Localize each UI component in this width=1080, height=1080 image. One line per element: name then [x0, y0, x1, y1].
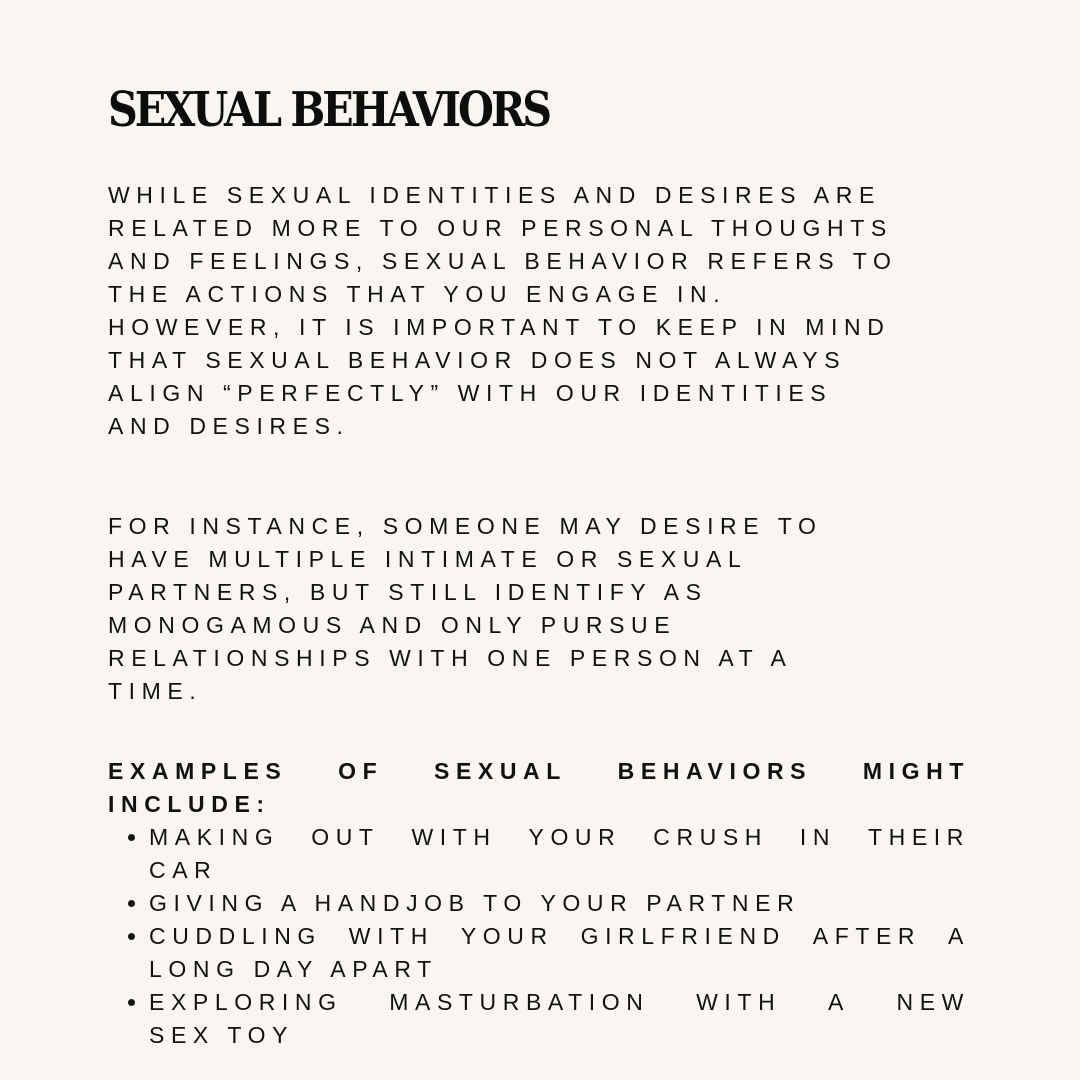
item-line — [149, 986, 970, 1019]
examples-heading-end: INCLUDE: — [108, 791, 271, 817]
item-line — [149, 920, 970, 953]
item-word: YOUR — [528, 824, 622, 850]
item-word: WITH — [411, 824, 497, 850]
text-line: AND DESIRES. — [108, 413, 350, 439]
text-line: ALIGN “PERFECTLY” WITH OUR IDENTITIES — [108, 380, 833, 406]
item-word: YOUR — [460, 923, 554, 949]
item-word: IN — [799, 824, 837, 850]
item-word: EXPLORING — [149, 989, 343, 1015]
item-word: AFTER — [812, 923, 922, 949]
item-line: CAR — [149, 857, 218, 883]
item-word: CUDDLING — [149, 923, 322, 949]
instance-paragraph — [108, 510, 823, 708]
item-line: LONG DAY APART — [149, 956, 438, 982]
item-line — [149, 821, 970, 854]
list-item — [108, 821, 970, 887]
text-line: RELATIONSHIPS WITH ONE PERSON AT A — [108, 645, 793, 671]
item-word: GIRLFRIEND — [580, 923, 786, 949]
item-word: WITH — [348, 923, 434, 949]
item-word: A — [948, 923, 970, 949]
page-title: SEXUAL BEHAVIORS — [108, 82, 550, 138]
item-word: CRUSH — [653, 824, 769, 850]
item-line: SEX TOY — [149, 1022, 295, 1048]
examples-section — [108, 755, 970, 1052]
heading-word: BEHAVIORS — [617, 758, 813, 784]
item-word: NEW — [896, 989, 970, 1015]
heading-word: OF — [338, 758, 384, 784]
text-line: RELATED MORE TO OUR PERSONAL THOUGHTS — [108, 215, 893, 241]
text-line: MONOGAMOUS AND ONLY PURSUE — [108, 612, 677, 638]
heading-word: EXAMPLES — [108, 758, 288, 784]
examples-list — [108, 821, 970, 1052]
item-word: WITH — [696, 989, 782, 1015]
examples-heading — [108, 755, 970, 788]
heading-word: MIGHT — [862, 758, 970, 784]
text-line: FOR INSTANCE, SOMEONE MAY DESIRE TO — [108, 513, 823, 539]
list-item — [108, 986, 970, 1052]
intro-paragraph — [108, 179, 898, 443]
text-line: PARTNERS, BUT STILL IDENTIFY AS — [108, 579, 708, 605]
item-word: A — [827, 989, 850, 1015]
item-word: MAKING — [149, 824, 280, 850]
item-word: THEIR — [867, 824, 970, 850]
list-item — [108, 920, 970, 986]
item-word: MASTURBATION — [389, 989, 650, 1015]
list-item — [108, 887, 970, 920]
text-line: THAT SEXUAL BEHAVIOR DOES NOT ALWAYS — [108, 347, 847, 373]
text-line: HAVE MULTIPLE INTIMATE OR SEXUAL — [108, 546, 748, 572]
text-line: AND FEELINGS, SEXUAL BEHAVIOR REFERS TO — [108, 248, 898, 274]
heading-word: SEXUAL — [434, 758, 567, 784]
item-line: GIVING A HANDJOB TO YOUR PARTNER — [149, 890, 801, 916]
item-word: OUT — [311, 824, 380, 850]
text-line: HOWEVER, IT IS IMPORTANT TO KEEP IN MIND — [108, 314, 891, 340]
text-line: TIME. — [108, 678, 203, 704]
text-line: WHILE SEXUAL IDENTITIES AND DESIRES ARE — [108, 182, 881, 208]
text-line: THE ACTIONS THAT YOU ENGAGE IN. — [108, 281, 727, 307]
